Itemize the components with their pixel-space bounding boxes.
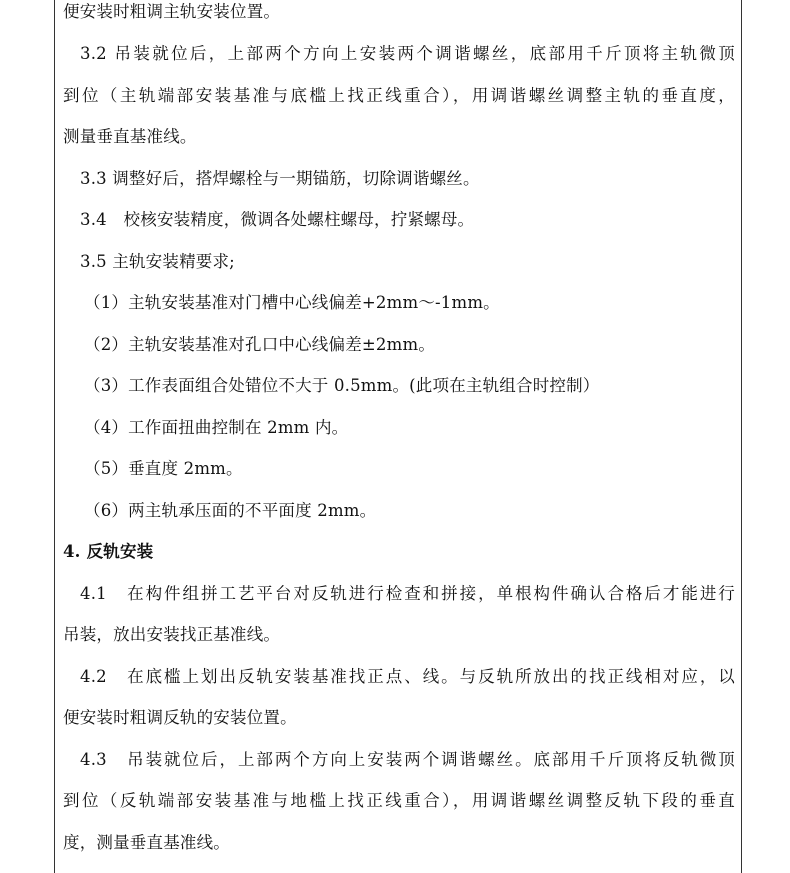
paragraph-line: 到位（反轨端部安装基准与地槛上找正线重合），用调谐螺丝调整反轨下段的垂直: [63, 791, 735, 810]
list-item: （4）工作面扭曲控制在 2mm 内。: [84, 418, 349, 437]
paragraph-line: 便安装时粗调反轨的安装位置。: [63, 708, 297, 727]
paragraph-line: 便安装时粗调主轨安装位置。: [63, 2, 281, 21]
table-border-right: [741, 0, 742, 873]
list-item: （3）工作表面组合处错位不大于 0.5mm。(此项在主轨组合时控制）: [84, 376, 600, 395]
table-border-left: [54, 0, 55, 873]
list-item: （6）两主轨承压面的不平面度 2mm。: [84, 501, 377, 520]
paragraph-line: 到位（主轨端部安装基准与底槛上找正线重合），用调谐螺丝调整主轨的垂直度，: [63, 86, 735, 105]
paragraph-line: 3.2 吊装就位后，上部两个方向上安装两个调谐螺丝，底部用千斤顶将主轨微顶: [80, 44, 735, 63]
list-item: （2）主轨安装基准对孔口中心线偏差±2mm。: [84, 335, 436, 354]
paragraph-line: 吊装，放出安装找正基准线。: [63, 625, 281, 644]
list-item: （1）主轨安装基准对门槽中心线偏差+2mm～-1mm。: [84, 293, 500, 312]
paragraph-line: 度，测量垂直基准线。: [63, 833, 230, 852]
paragraph-line: 4.3 吊装就位后，上部两个方向上安装两个调谐螺丝。底部用千斤顶将反轨微顶: [80, 750, 735, 769]
paragraph-line: 4.1 在构件组拼工艺平台对反轨进行检查和拼接，单根构件确认合格后才能进行: [80, 584, 735, 603]
list-item: （5）垂直度 2mm。: [84, 459, 243, 478]
paragraph-line: 3.3 调整好后，搭焊螺栓与一期锚筋，切除调谐螺丝。: [80, 169, 480, 188]
paragraph-line: 3.5 主轨安装精要求;: [80, 252, 235, 271]
paragraph-line: 4.2 在底槛上划出反轨安装基准找正点、线。与反轨所放出的找正线相对应，以: [80, 667, 735, 686]
paragraph-line: 3.4 校核安装精度，微调各处螺柱螺母，拧紧螺母。: [80, 210, 475, 229]
paragraph-line: 测量垂直基准线。: [63, 127, 197, 146]
section-heading: 4. 反轨安装: [63, 542, 154, 561]
